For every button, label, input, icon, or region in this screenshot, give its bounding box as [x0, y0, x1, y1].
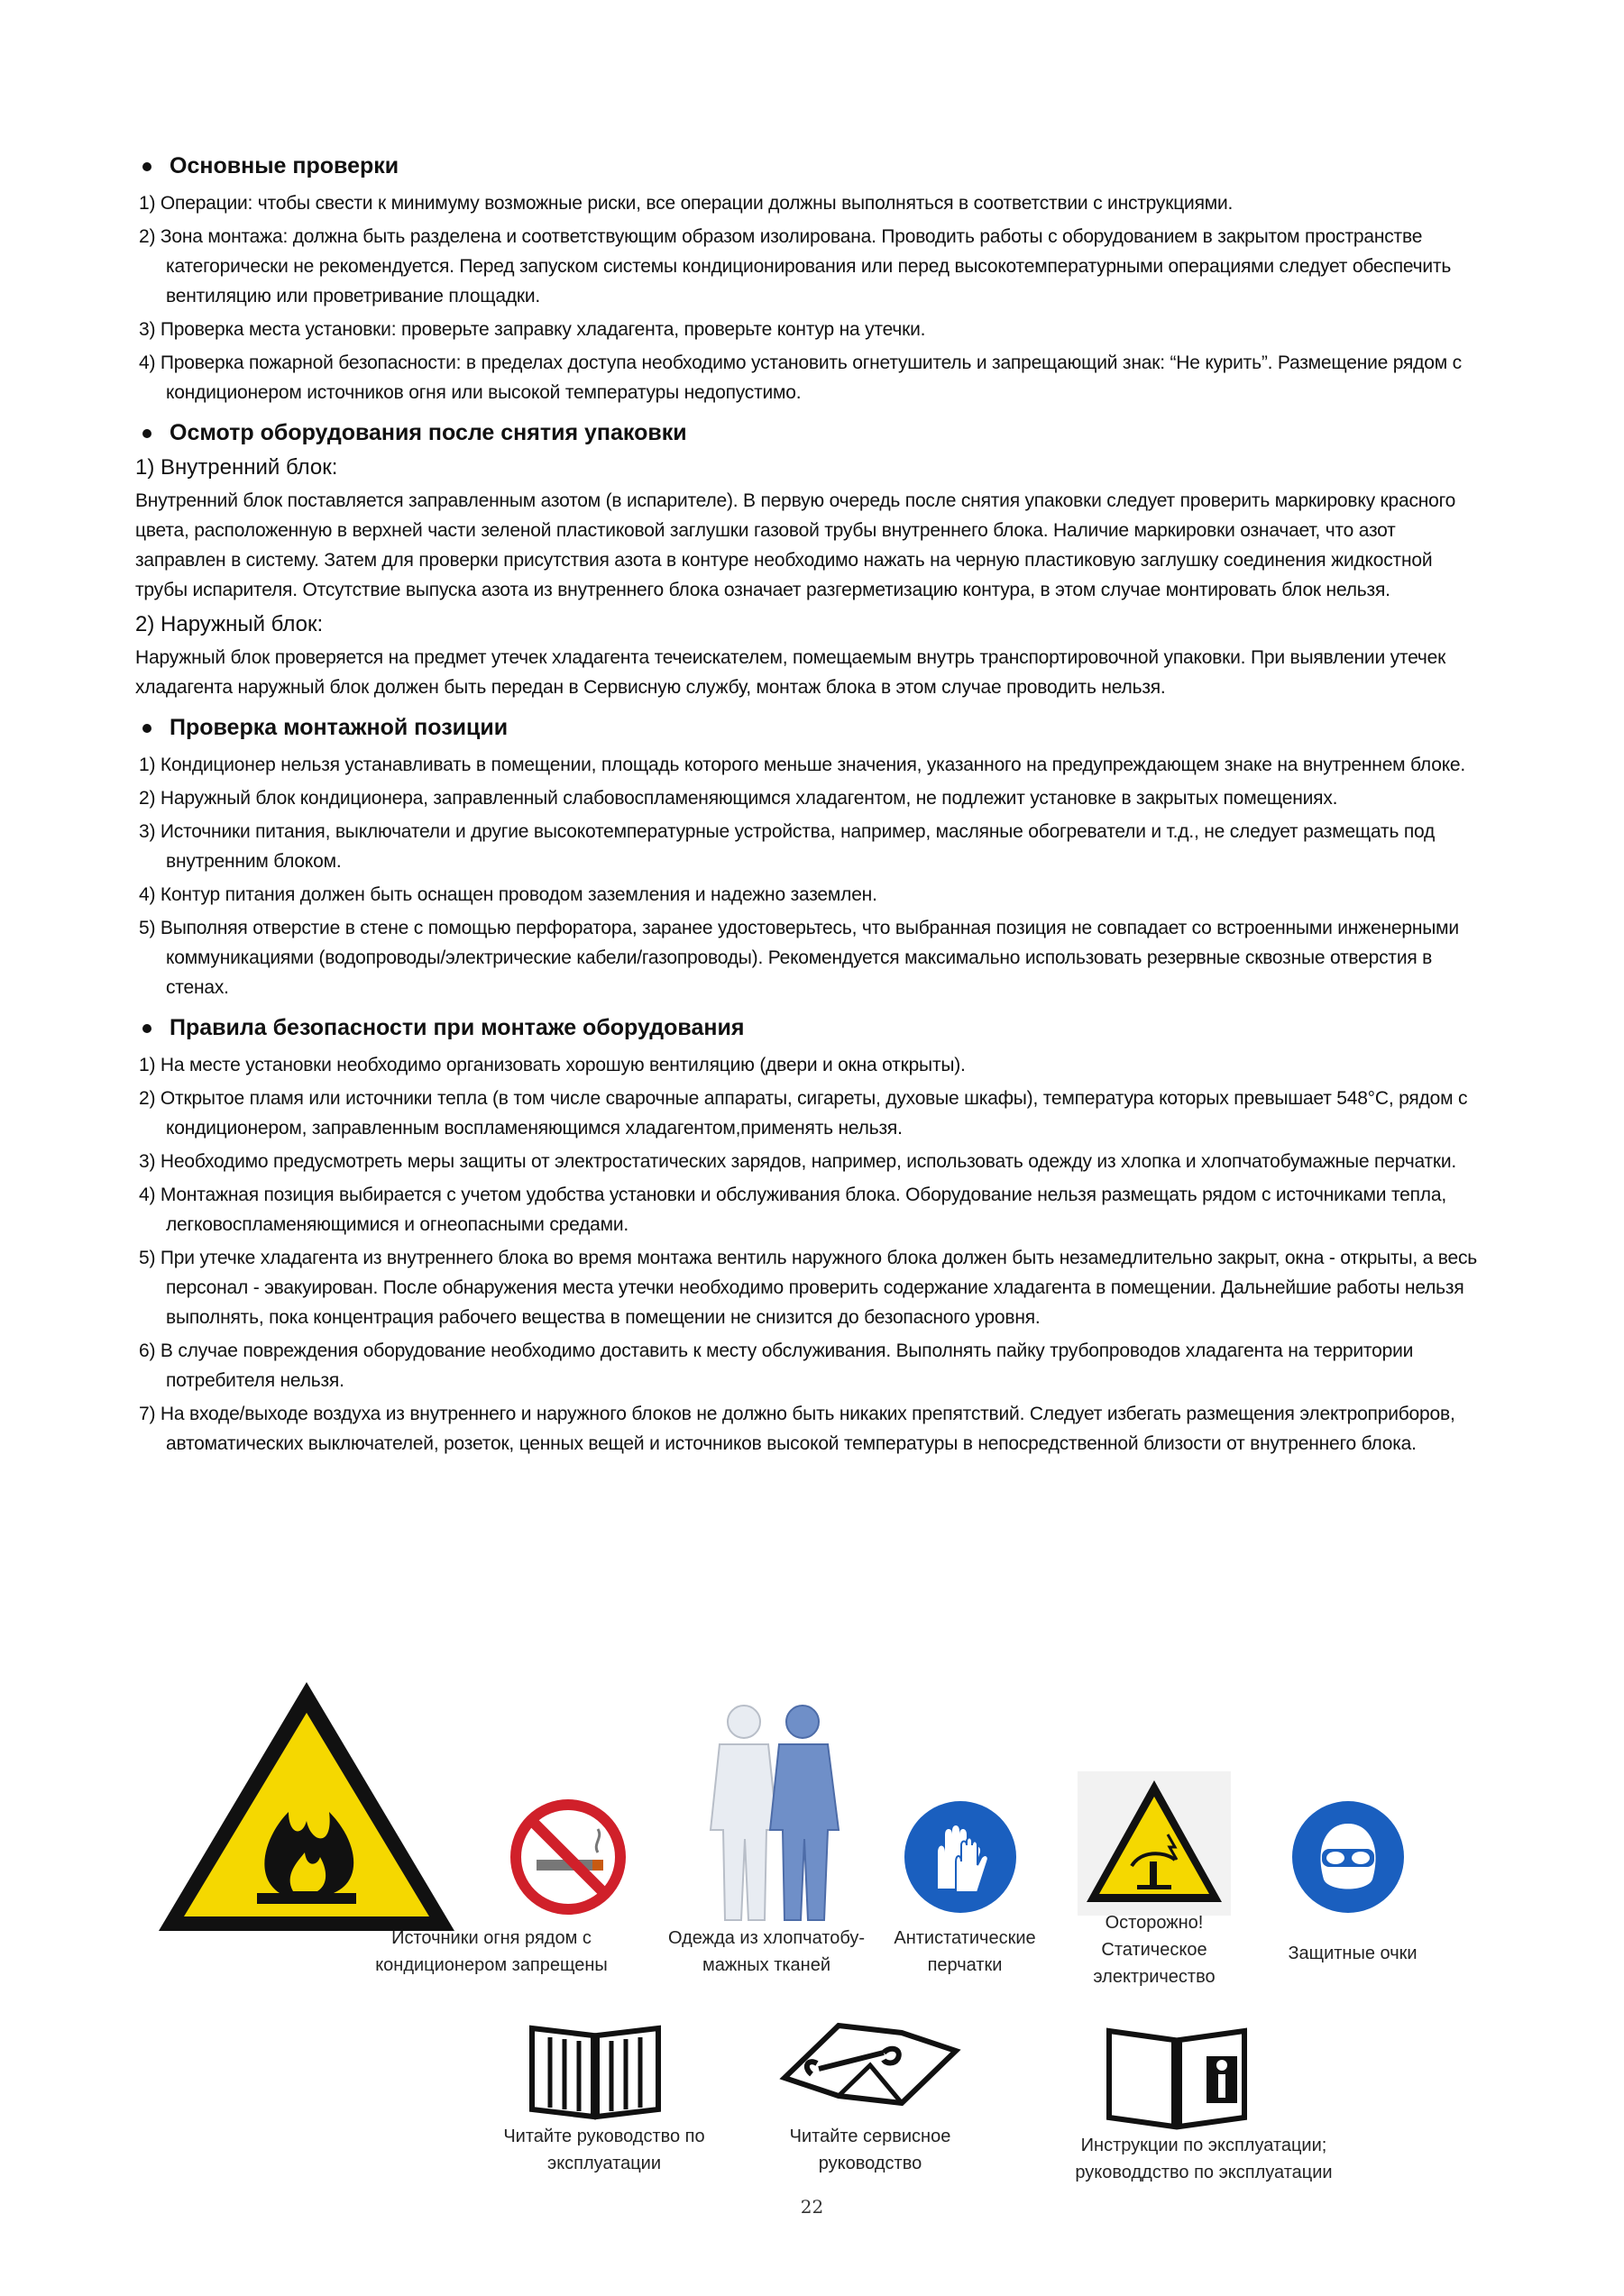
caption-no-fire: Источники огня рядом с кондиционером запрещены: [375, 1928, 608, 1975]
item-list: [135, 750, 1488, 1002]
caption-antistatic-gloves: Антистатические перчатки: [894, 1928, 1036, 1975]
section-title: Основные проверки: [170, 153, 399, 178]
section-title: Осмотр оборудования после снятия упаковки: [170, 420, 687, 445]
list-item: 2) Открытое пламя или источники тепла (в том числе сварочные аппараты, сигареты, духовые шкафы), температура которых превышает 548°С, рядом с кондиционером, заправленным воспламеняющимся хладагентом,применять нельзя.: [139, 1088, 1468, 1139]
section-title: Правила безопасности при монтаже оборудования: [170, 1015, 745, 1040]
section-unpacking-inspection: [135, 420, 1488, 702]
bullet-icon: [142, 429, 151, 438]
paragraph: Внутренний блок поставляется заправленным азотом (в испарителе). В первую очередь после снятия упаковки следует проверить маркировку красного цвета, расположенную в верхней части зеленой пластиковой заглушки газовой трубы внутреннего блока. Наличие маркировки означает, что азот заправлен в систему. Затем для проверки присутствия азота в контуре необходимо нажать на черную пластиковую заглушку соединения жидкостной трубы испарителя. Отсутствие выпуска азота из внутреннего блока означает разгерметизацию контура, в этом случае монтировать блок нельзя.: [135, 490, 1456, 600]
list-item: 7) На входе/выходе воздуха из внутреннего и наружного блоков не должно быть никаких препятствий. Следует избегать размещения электроприборов, автоматических выключателей, розеток, ценных вещей и источников высокой температуры в непосредственной близости от внутреннего блока.: [139, 1404, 1455, 1454]
caption-goggles: Защитные очки: [1288, 1944, 1418, 1963]
page-number: 22: [800, 2196, 824, 2218]
section-heading: [135, 715, 1488, 741]
list-item: 1) Операции: чтобы свести к минимуму возможные риски, все операции должны выполняться в соответствии с инструкциями.: [139, 193, 1234, 214]
section-heading: [135, 153, 1488, 179]
flammable-warning-icon: [153, 1677, 460, 1938]
list-item: 2) Зона монтажа: должна быть разделена и соответствующим образом изолирована. Проводить работы с оборудованием в закрытом пространстве категорически не рекомендуется. Перед запуском системы кондиционирования или перед высокотемпературными операциями следует обеспечить вентиляцию или проветривание площадки.: [139, 226, 1452, 306]
section-heading: [135, 420, 1488, 446]
section-basic-checks: [135, 153, 1488, 407]
bullet-icon: [142, 162, 151, 171]
instructions-info-icon: [1100, 2015, 1253, 2132]
page-content: [135, 153, 1488, 1471]
subsection-label: 1) Внутренний блок:: [135, 455, 338, 480]
section-heading: [135, 1015, 1488, 1041]
list-item: 5) При утечке хладагента из внутреннего блока во время монтажа вентиль наружного блока должен быть незамедлительно закрыт, окна - открыты, а весь персонал - эвакуирован. После обнаружения места утечки необходимо проверить содержание хладагента в помещении. Дальнейшие работы нельзя выполнять, пока концентрация рабочего вещества в помещении не снизится до безопасного уровня.: [139, 1248, 1478, 1328]
item-list: [135, 188, 1488, 407]
cotton-clothing-icon: [694, 1695, 857, 1929]
safety-icons: [0, 1677, 1624, 2218]
list-item: 4) Монтажная позиция выбирается с учетом удобства установки и обслуживания блока. Оборудование нельзя размещать рядом с источниками тепла, легковоспламеняющимися и огнеопасными средами.: [139, 1185, 1446, 1235]
read-manual-icon: [523, 2010, 667, 2123]
list-item: 1) Кондиционер нельзя устанавливать в помещении, площадь которого меньше значения, указанного на предупреждающем знаке на внутреннем блоке.: [139, 755, 1466, 775]
section-mounting-position: [135, 715, 1488, 1002]
bullet-icon: [142, 1024, 151, 1033]
subsection-label: 2) Наружный блок:: [135, 612, 324, 636]
bullet-icon: [142, 724, 151, 733]
caption-static-warning: Осторожно! Статическое электричество: [1093, 1913, 1216, 1987]
caption-read-manual: Читайте руководство по эксплуатации: [503, 2127, 705, 2173]
paragraph: Наружный блок проверяется на предмет утечек хладагента течеискателем, помещаемым внутрь транспортировочной упаковки. При выявлении утечек хладагента наружный блок должен быть передан в Сервисную службу, монтаж блока в этом случае проводить нельзя.: [135, 647, 1446, 698]
safety-goggles-icon: [1289, 1798, 1407, 1916]
list-item: 3) Проверка места установки: проверьте заправку хладагента, проверьте контур на утечки.: [139, 319, 926, 340]
list-item: 3) Источники питания, выключатели и другие высокотемпературные устройства, например, масляные обогреватели и т.д., не следует размещать под внутренним блоком.: [139, 821, 1436, 872]
list-item: 6) В случае повреждения оборудование необходимо доставить к месту обслуживания. Выполнять пайку трубопроводов хладагента на территории потребителя нельзя.: [139, 1340, 1414, 1391]
caption-read-service: Читайте сервисное руководство: [789, 2127, 951, 2173]
static-electricity-warning-icon: [1078, 1771, 1231, 1916]
list-item: 2) Наружный блок кондиционера, заправленный слабовоспламеняющимся хладагентом, не подлежит установке в закрытых помещениях.: [139, 788, 1338, 809]
caption-instructions: Инструкции по эксплуатации; руководдство по эксплуатации: [1075, 2136, 1333, 2182]
antistatic-gloves-icon: [902, 1798, 1019, 1916]
item-list: [135, 1050, 1488, 1459]
read-service-manual-icon: [775, 2015, 965, 2114]
list-item: 3) Необходимо предусмотреть меры защиты от электростатических зарядов, например, использовать одежду из хлопка и хлопчатобумажные перчатки.: [139, 1151, 1457, 1172]
list-item: 4) Проверка пожарной безопасности: в пределах доступа необходимо установить огнетушитель и запрещающий знак: “Не курить”. Размещение рядом с кондиционером источников огня или высокой температуры недопустимо.: [139, 352, 1462, 403]
list-item: 4) Контур питания должен быть оснащен проводом заземления и надежно заземлен.: [139, 884, 877, 905]
caption-cotton-clothes: Одежда из хлопчатобу-мажных тканей: [668, 1928, 865, 1975]
no-smoking-icon: [509, 1798, 627, 1916]
section-safety-rules: [135, 1015, 1488, 1459]
list-item: 1) На месте установки необходимо организовать хорошую вентиляцию (двери и окна открыты).: [139, 1055, 966, 1075]
section-title: Проверка монтажной позиции: [170, 715, 509, 740]
list-item: 5) Выполняя отверстие в стене с помощью перфоратора, заранее удостоверьтесь, что выбранная позиция не совпадает со встроенными инженерными коммуникациями (водопроводы/электрические кабели/газопроводы). Рекомендуется максимально использовать резервные сквозные отверстия в стенах.: [139, 918, 1459, 998]
